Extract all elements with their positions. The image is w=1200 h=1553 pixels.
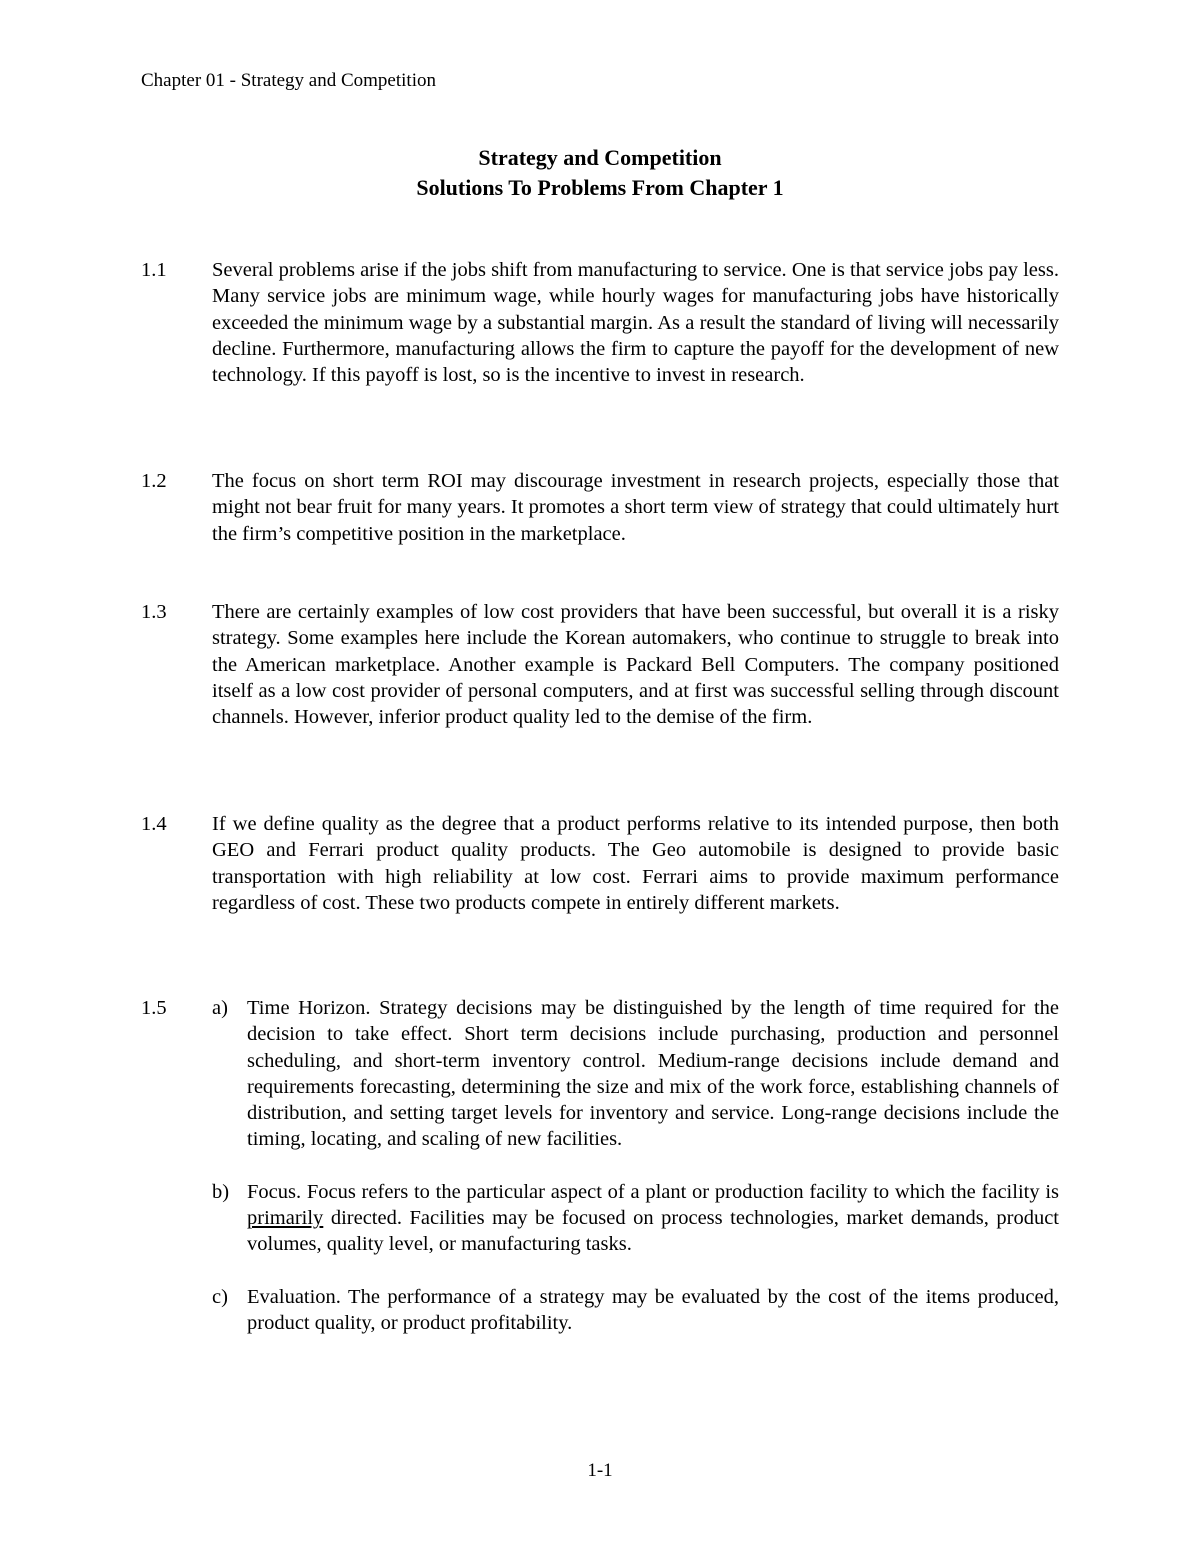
sub-item-c bbox=[212, 1284, 1059, 1337]
problem-text: If we define quality as the degree that a product performs relative to its intended purpose, then both GEO and Ferrari product quality products. The Geo automobile is designed to provide basic transportation with high reliability at low cost. Ferrari aims to provide maximum performance regardless of cost. These two products compete in entirely different markets. bbox=[212, 813, 1059, 914]
problem-text: There are certainly examples of low cost providers that have been successful, but overall it is a risky strategy. Some examples here include the Korean automakers, who continue to struggle to break into the American marketplace. Another example is Packard Bell Computers. The company positioned itself as a low cost provider of personal computers, and at first was successful selling through discount channels. However, inferior product quality led to the demise of the firm. bbox=[212, 601, 1059, 729]
problem-number: 1.3 bbox=[141, 601, 167, 623]
problem-number: 1.1 bbox=[141, 259, 167, 281]
sub-item-a bbox=[212, 995, 1059, 1153]
sub-item-text bbox=[247, 1179, 1059, 1258]
problem-1-3 bbox=[141, 599, 1059, 730]
sub-item-b bbox=[212, 1179, 1059, 1258]
underlined-word: primarily bbox=[247, 1207, 324, 1230]
problem-text: Several problems arise if the jobs shift from manufacturing to service. One is that service jobs pay less. Many service jobs are minimum wage, while hourly wages for manufacturing jobs have historically exceeded the minimum wage by a substantial margin. As a result the standard of living will necessarily decline. Furthermore, manufacturing allows the firm to capture the payoff for the development of new technology. If this payoff is lost, so is the incentive to invest in research. bbox=[212, 259, 1059, 387]
problem-1-5 bbox=[141, 995, 1059, 1362]
sub-item-text: Time Horizon. Strategy decisions may be distinguished by the length of time required for the decision to take effect. Short term decisions include purchasing, production and personnel scheduling, and short-term inventory control. Medium-range decisions include demand and requirements forecasting, determining the size and mix of the work force, establishing channels of distribution, and setting target levels for inventory and service. Long-range decisions include the timing, locating, and scaling of new facilities. bbox=[247, 997, 1059, 1151]
problem-number: 1.4 bbox=[141, 813, 167, 835]
sub-item-text: Evaluation. The performance of a strategy may be evaluated by the cost of the items produced, product quality, or product profitability. bbox=[247, 1285, 1059, 1334]
sub-item-text-after: directed. Facilities may be focused on process technologies, market demands, product volumes, quality level, or manufacturing tasks. bbox=[247, 1207, 1059, 1256]
problem-number: 1.5 bbox=[141, 997, 167, 1019]
sub-item-label: b) bbox=[212, 1180, 230, 1203]
problem-text: The focus on short term ROI may discourage investment in research projects, especially those that might not bear fruit for many years. It promotes a short term view of strategy that could ultimately hurt the firm’s competitive position in the marketplace. bbox=[212, 470, 1059, 545]
document-title bbox=[0, 143, 1200, 203]
problem-number: 1.2 bbox=[141, 470, 167, 492]
sub-item-label: c) bbox=[212, 1285, 228, 1308]
problem-1-4 bbox=[141, 811, 1059, 916]
running-header: Chapter 01 - Strategy and Competition bbox=[141, 70, 436, 91]
problem-1-1 bbox=[141, 257, 1059, 388]
title-line-1: Strategy and Competition bbox=[478, 145, 722, 170]
page-number: 1-1 bbox=[587, 1460, 613, 1481]
sub-item-text-before: Focus. Focus refers to the particular aspect of a plant or production facility to which the facility is bbox=[247, 1180, 1059, 1203]
title-line-2: Solutions To Problems From Chapter 1 bbox=[416, 175, 784, 200]
sub-item-label: a) bbox=[212, 997, 228, 1019]
problem-1-2 bbox=[141, 468, 1059, 547]
